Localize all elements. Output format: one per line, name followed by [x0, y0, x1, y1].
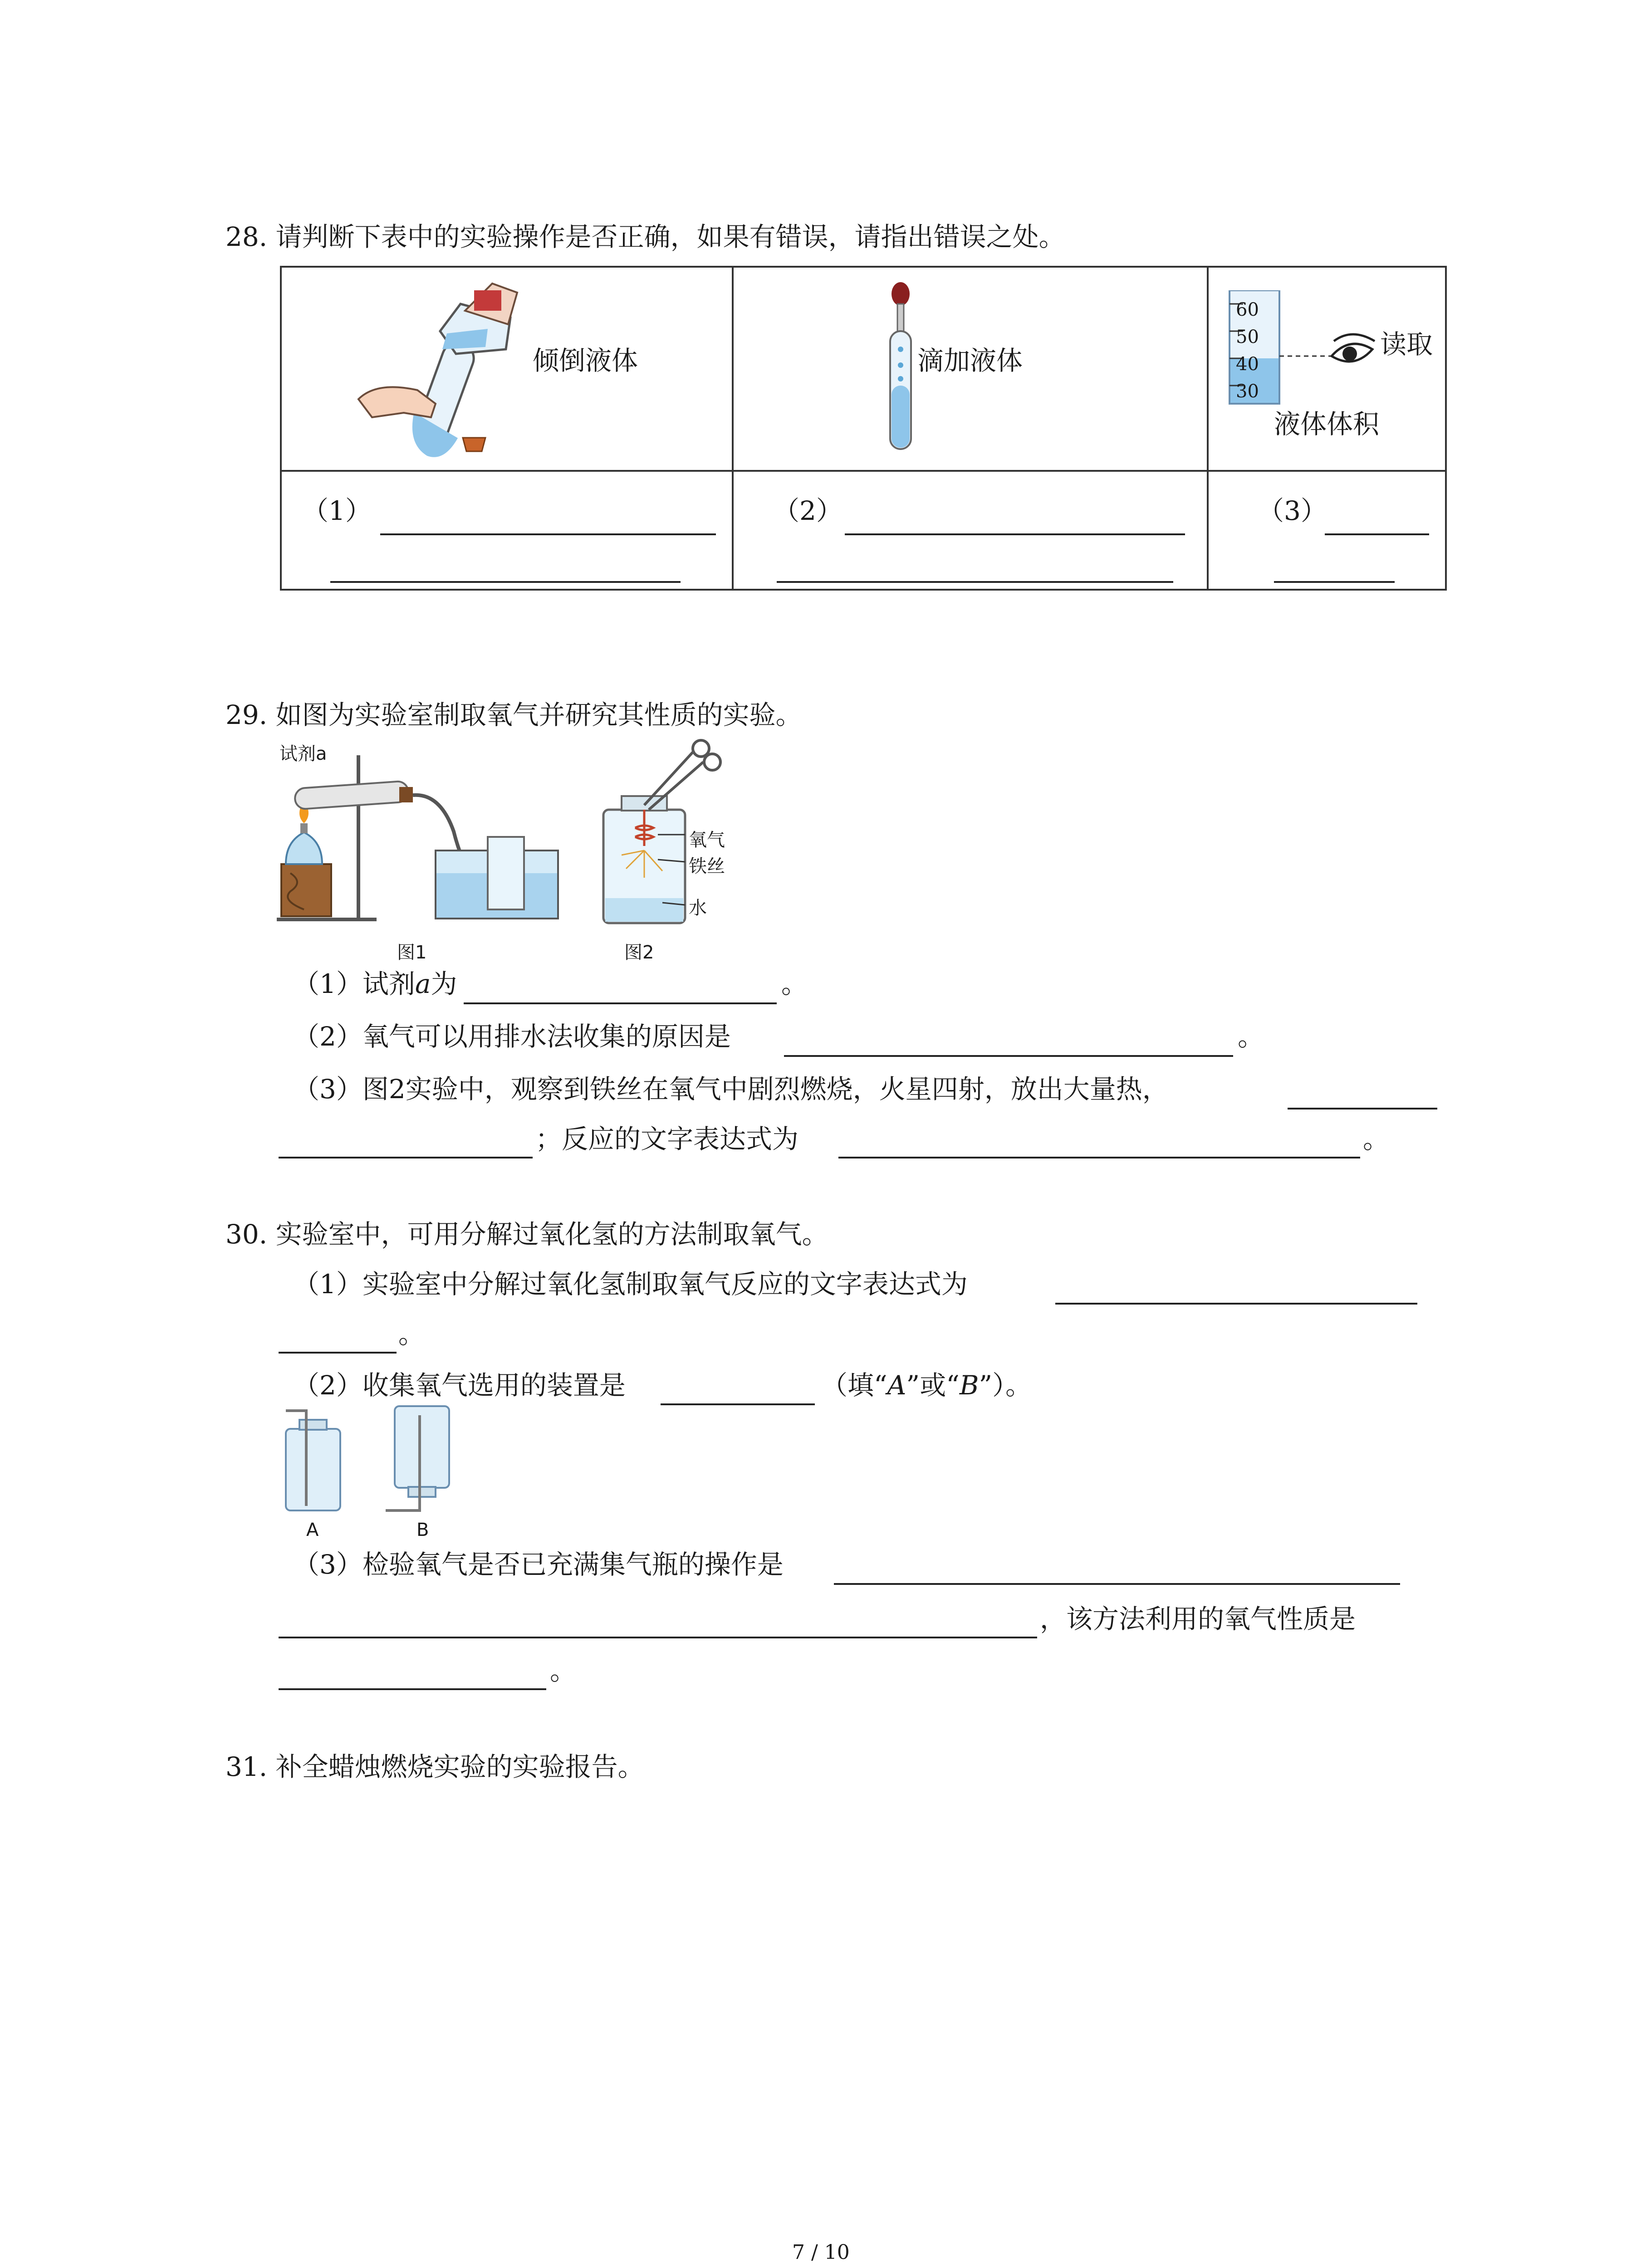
- gas-jar-icon: [395, 1406, 449, 1497]
- q30-part3-end: 。: [550, 1655, 577, 1686]
- q29-part2-end: 。: [1238, 1021, 1264, 1052]
- q30-part3-blank-a[interactable]: [834, 1583, 1400, 1585]
- test-tube-icon: [294, 781, 413, 809]
- q30-part1-blank-b[interactable]: [279, 1352, 397, 1354]
- q29-stem: 29. 如图为实验室制取氧气并研究其性质的实验。: [225, 699, 802, 730]
- q29-part3-blank-c[interactable]: [838, 1157, 1360, 1158]
- tick-40: 40: [1236, 354, 1259, 375]
- q29-part2-text: （2）氧气可以用排水法收集的原因是: [293, 1021, 731, 1052]
- oxygen-label: 氧气: [689, 830, 725, 850]
- q31-stem: 31. 补全蜡烛燃烧实验的实验报告。: [225, 1751, 644, 1782]
- q29-part1: [293, 968, 457, 999]
- q29-part1-blank[interactable]: [464, 1002, 777, 1004]
- q28-answer-3-label: （3）: [1258, 495, 1327, 526]
- q30-part2-text: （2）收集氧气选用的装置是: [293, 1370, 626, 1401]
- water-trough-icon: [436, 837, 558, 919]
- q29-part1-var: a: [415, 968, 431, 999]
- tick-50: 50: [1236, 327, 1259, 347]
- apparatus-a-label: A: [306, 1520, 319, 1540]
- q29-part1-text: （1）试剂: [293, 968, 415, 999]
- figure-1-oxygen-preparation: [277, 742, 567, 932]
- q28-cell1-label: 倾倒液体: [533, 345, 638, 376]
- q28-answer-1-blank-a[interactable]: [380, 533, 716, 535]
- q29-part3-text-b: ；反应的文字表达式为: [535, 1124, 799, 1154]
- gas-jar-icon: [286, 1420, 340, 1510]
- q30-option-a: A: [887, 1370, 906, 1401]
- q30-part2-choices: [821, 1370, 1032, 1401]
- dropper-icon: [892, 282, 910, 336]
- hand-icon: [358, 387, 436, 417]
- water-label: 水: [689, 898, 707, 919]
- q30-part1-end: 。: [398, 1319, 425, 1349]
- tick-30: 30: [1236, 381, 1259, 402]
- q30-part3-text: （3）检验氧气是否已充满集气瓶的操作是: [293, 1549, 784, 1580]
- figure-2-caption: 图2: [624, 942, 654, 963]
- q30-option-b: B: [959, 1370, 979, 1401]
- pouring-liquid-illustration: [349, 272, 540, 463]
- wood-block-icon: [281, 864, 331, 916]
- q30-part2-choices-open: （填“: [821, 1370, 887, 1401]
- tick-60: 60: [1236, 299, 1259, 320]
- reagent-bottle-icon: [440, 284, 517, 354]
- q28-answer-2-label: （2）: [773, 495, 843, 526]
- q28-col-divider-1: [732, 266, 734, 589]
- eye-icon: [1332, 334, 1375, 362]
- q28-answer-3-blank-a[interactable]: [1325, 533, 1429, 535]
- q28-answer-2-blank-b[interactable]: [777, 581, 1173, 583]
- apparatus-b-label: B: [416, 1520, 429, 1540]
- q29-part3-end: 。: [1363, 1124, 1390, 1154]
- q29-part3-blank-a[interactable]: [1288, 1108, 1437, 1110]
- q30-part1-text: （1）实验室中分解过氧化氢制取氧气反应的文字表达式为: [293, 1269, 968, 1300]
- q28-answer-2-blank-a[interactable]: [845, 533, 1185, 535]
- reagent-a-label: 试剂a: [279, 743, 327, 764]
- q30-part2-choices-mid: ”或“: [906, 1370, 960, 1401]
- stopper-icon: [463, 438, 485, 451]
- q30-stem: 30. 实验室中，可用分解过氧化氢的方法制取氧气。: [225, 1219, 828, 1250]
- page-number: 7 / 10: [792, 2241, 850, 2264]
- q30-part2-choices-close: ”）。: [979, 1370, 1032, 1401]
- q29-part2-blank[interactable]: [784, 1055, 1233, 1057]
- q28-answer-1-label: （1）: [302, 495, 372, 526]
- iron-wire-label: 铁丝: [689, 856, 725, 877]
- q30-part1-blank-a[interactable]: [1055, 1303, 1417, 1305]
- q28-answer-1-blank-b[interactable]: [330, 581, 681, 583]
- alcohol-lamp-icon: [286, 801, 322, 864]
- q30-part2-blank[interactable]: [661, 1403, 815, 1405]
- apparatus-b-downward-air: [386, 1402, 463, 1515]
- apparatus-a-upward-air: [281, 1406, 349, 1515]
- dropper-illustration: [880, 281, 921, 454]
- q30-part3-blank-b[interactable]: [279, 1637, 1037, 1638]
- q28-stem: 28. 请判断下表中的实验操作是否正确，如果有错误，请指出错误之处。: [225, 221, 1065, 252]
- q28-row-divider: [280, 470, 1445, 472]
- q28-cell3-label-a: 读取: [1380, 329, 1433, 360]
- q29-part1-end: 。: [781, 968, 808, 999]
- q28-col-divider-2: [1207, 266, 1209, 589]
- q29-part3-blank-b[interactable]: [279, 1157, 533, 1158]
- q28-answer-3-blank-b[interactable]: [1274, 581, 1395, 583]
- q30-part3-text-b: ，该方法利用的氧气性质是: [1040, 1603, 1356, 1634]
- q30-part3-blank-c[interactable]: [279, 1688, 546, 1690]
- figure-1-caption: 图1: [397, 942, 427, 963]
- q29-part3-text: （3）图2实验中，观察到铁丝在氧气中剧烈燃烧，火星四射，放出大量热，: [293, 1074, 1169, 1105]
- q28-cell3-label-b: 液体体积: [1274, 409, 1380, 440]
- q29-part1-text-b: 为: [431, 968, 457, 999]
- q28-cell2-label: 滴加液体: [917, 345, 1023, 376]
